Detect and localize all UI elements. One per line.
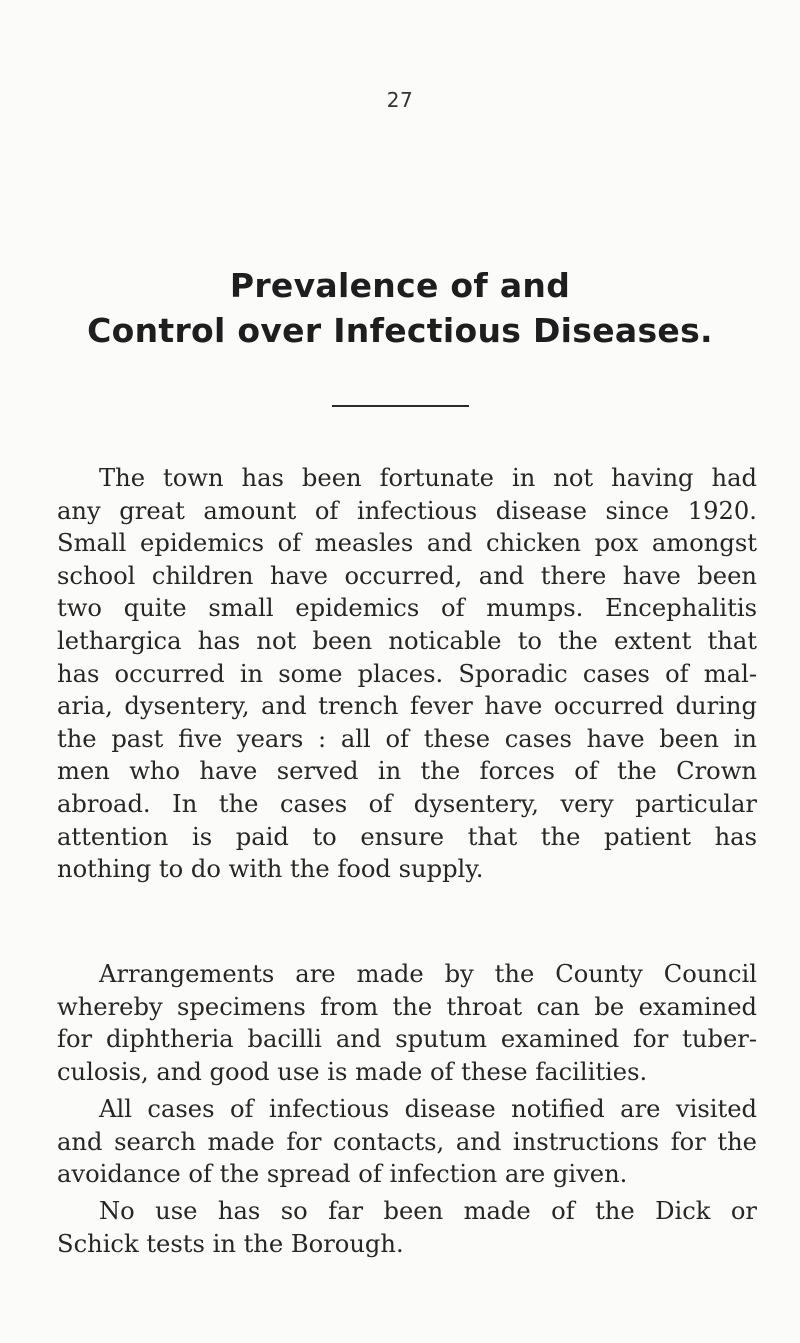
paragraph-line: for diphtheria bacilli and sputum examined for tuber- xyxy=(57,1025,757,1054)
paragraph-2 xyxy=(57,958,757,1088)
section-title-line-1: Prevalence of and xyxy=(229,266,571,305)
paragraph-line: whereby specimens from the throat can be examined xyxy=(57,992,757,1021)
section-title-line-2: Control over Infectious Diseases. xyxy=(87,311,713,350)
paragraph-line: lethargica has not been noticable to the extent that xyxy=(57,626,757,655)
paragraph-line: culosis, and good use is made of these facilities. xyxy=(57,1057,648,1086)
title-divider xyxy=(332,405,469,407)
paragraph-line: abroad. In the cases of dysentery, very particular xyxy=(57,789,757,818)
paragraph-line: avoidance of the spread of infection are given. xyxy=(57,1160,628,1189)
paragraph-line: and search made for contacts, and instructions for the xyxy=(57,1127,757,1156)
paragraph-4 xyxy=(57,1195,757,1260)
paragraph-line: attention is paid to ensure that the patient has xyxy=(57,822,757,851)
paragraph-line: has occurred in some places. Sporadic cases of mal- xyxy=(57,659,757,688)
paragraph-line: No use has so far been made of the Dick or xyxy=(99,1197,757,1225)
paragraph-line: Arrangements are made by the County Council xyxy=(99,960,757,988)
paragraph-line: All cases of infectious disease notified are visited xyxy=(99,1095,757,1123)
paragraph-line: school children have occurred, and there have been xyxy=(57,561,757,590)
paragraph-line: any great amount of infectious disease since 1920. xyxy=(57,496,757,525)
paragraph-1 xyxy=(57,462,757,886)
paragraph-line: Schick tests in the Borough. xyxy=(57,1229,404,1258)
paragraph-3 xyxy=(57,1093,757,1191)
paragraph-line: nothing to do with the food supply. xyxy=(57,855,484,884)
paragraph-line: two quite small epidemics of mumps. Encephalitis xyxy=(57,594,757,623)
page-number: 27 xyxy=(386,88,414,112)
paragraph-line: aria, dysentery, and trench fever have occurred during xyxy=(57,692,757,721)
paragraph-line: The town has been fortunate in not having had xyxy=(99,464,757,492)
paragraph-line: the past five years : all of these cases have been in xyxy=(57,724,757,753)
paragraph-line: Small epidemics of measles and chicken pox amongst xyxy=(57,529,757,558)
paragraph-line: men who have served in the forces of the Crown xyxy=(57,757,757,786)
